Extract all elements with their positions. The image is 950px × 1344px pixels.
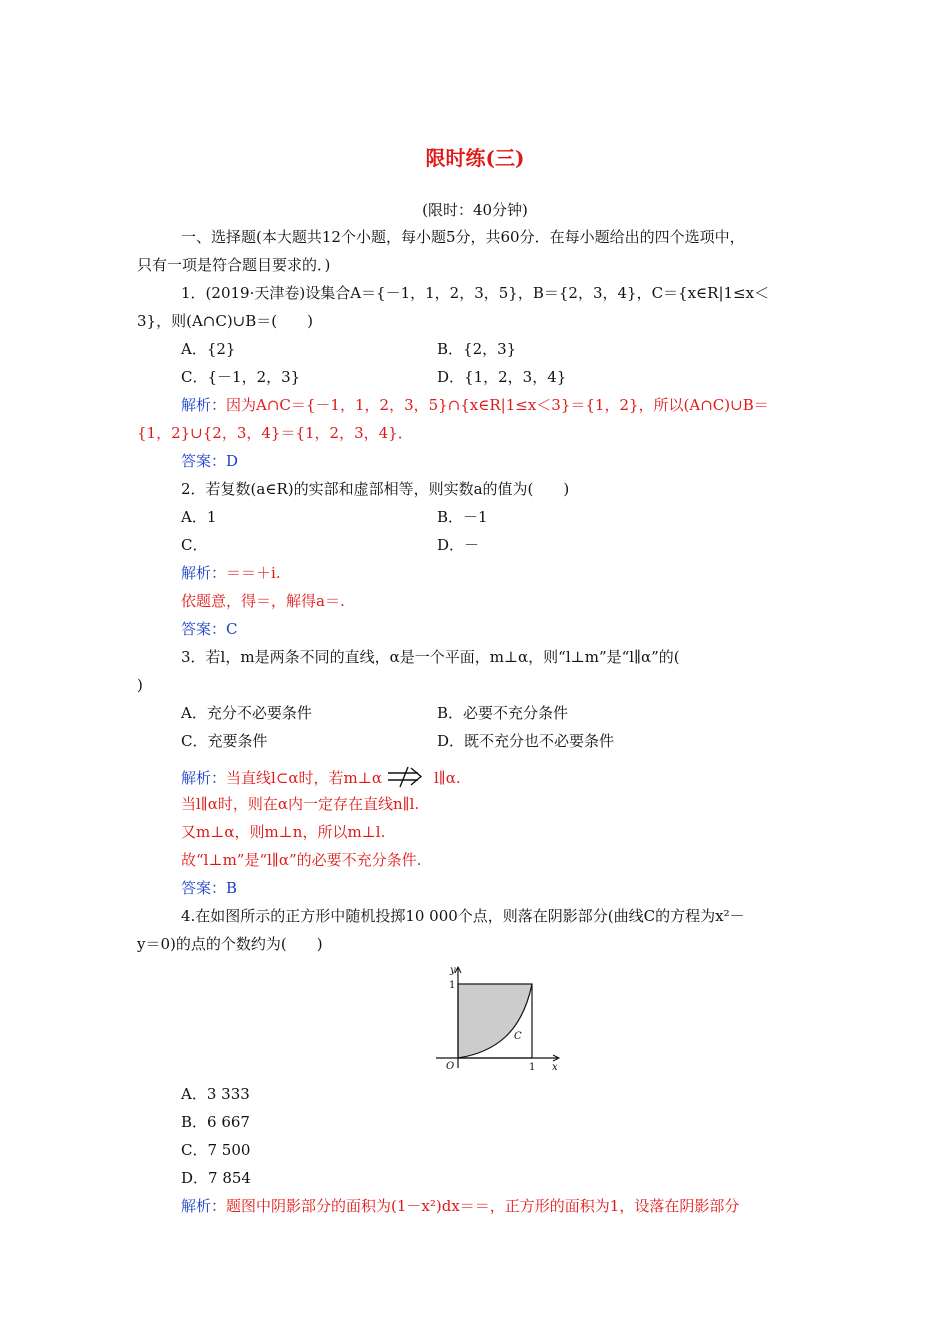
q3-stem-line1: 3．若l，m是两条不同的直线，α是一个平面，m⊥α，则“l⊥m”是“l∥α”的( [181,648,680,666]
q3-analysis-line1 [181,766,461,788]
time-limit: (限时：40分钟) [422,201,528,219]
q4-option-b: B．6 667 [181,1113,250,1131]
q2-option-d: D．－ [437,536,480,554]
q3-option-b: B．必要不充分条件 [437,704,569,722]
q1-option-c: C．{－1，2，3} [181,368,301,386]
q2-answer: 答案：C [181,620,238,638]
q1-option-b: B．{2，3} [437,340,517,358]
q4-option-c: C．7 500 [181,1141,251,1159]
q3-stem-line2: ) [137,676,143,694]
q2-analysis-label: 解析： [181,564,227,582]
q2-analysis-line2: 依题意，得＝，解得a＝. [181,592,345,610]
q2-option-a: A．1 [181,508,217,526]
q3-answer: 答案：B [181,879,238,897]
q3-option-c: C．充要条件 [181,732,268,750]
q4-analysis-text1: 题图中阴影部分的面积为(1－x²)dx＝＝，正方形的面积为1，设落在阴影部分 [226,1197,740,1215]
q2-analysis-text1: ＝＝＋i. [226,564,281,582]
q2-option-b: B．－1 [437,508,488,526]
q1-option-a: A．{2} [181,340,236,358]
q3-analysis-text1a: 当直线l⊂α时，若m⊥α [226,769,382,787]
q3-analysis-label: 解析： [181,769,227,787]
q2-analysis-line1 [181,563,281,583]
q4-stem-line1: 4.在如图所示的正方形中随机投掷10 000个点，则落在阴影部分(曲线C的方程为x²－ [181,907,745,925]
shaded-region [458,984,532,1058]
q1-answer: 答案：D [181,452,239,470]
origin-label: O [446,1061,455,1072]
q3-analysis-line4: 故“l⊥m”是“l∥α”的必要不充分条件. [181,851,422,869]
q3-option-d: D．既不充分也不必要条件 [437,732,615,750]
q1-analysis-line2: {1，2}∪{2，3，4}＝{1，2，3，4}． [137,424,413,442]
q4-option-d: D．7 854 [181,1169,251,1187]
q1-stem-line2: 3}，则(A∩C)∪B＝( ) [137,312,313,330]
q4-stem-line2: y＝0)的点的个数约为( ) [137,935,323,953]
q4-analysis-line1 [181,1196,739,1216]
q3-analysis-line2: 当l∥α时，则在α内一定存在直线n∥l. [181,795,420,813]
q3-option-a: A．充分不必要条件 [181,704,312,722]
q1-option-d: D．{1，2，3，4} [437,368,567,386]
q4-figure [430,962,570,1074]
q2-stem-line1: 2．若复数(a∈R)的实部和虚部相等，则实数a的值为( ) [181,480,570,498]
section-intro-line2: 只有一项是符合题目要求的．) [137,256,331,274]
q3-analysis-line3: 又m⊥α，则m⊥n，所以m⊥l. [181,823,386,841]
q1-analysis-line1 [181,395,769,415]
not-implies-icon [386,766,426,788]
q1-analysis-label: 解析： [181,396,227,414]
y-one-label: 1 [449,980,456,991]
q3-analysis-text1b: l∥α. [433,769,461,787]
q1-stem-line1: 1．(2019·天津卷)设集合A＝{－1，1，2，3，5}，B＝{2，3，4}，C＝{x∈R|1≤x＜ [181,284,770,302]
x-one-label: 1 [529,1062,536,1073]
section-intro-line1: 一、选择题(本大题共12个小题，每小题5分，共60分．在每小题给出的四个选项中， [181,228,745,246]
x-axis-label: x [552,1062,558,1073]
curve-label: C [514,1031,522,1042]
q2-option-c: C． [181,536,208,554]
page-title: 限时练(三) [425,146,525,170]
q4-option-a: A．3 333 [181,1085,250,1103]
q4-analysis-label: 解析： [181,1197,227,1215]
y-axis-label: y [450,965,456,976]
q1-analysis-text1: 因为A∩C＝{－1，1，2，3，5}∩{x∈R|1≤x＜3}＝{1，2}，所以(A∩C)∪B＝ [226,396,769,414]
